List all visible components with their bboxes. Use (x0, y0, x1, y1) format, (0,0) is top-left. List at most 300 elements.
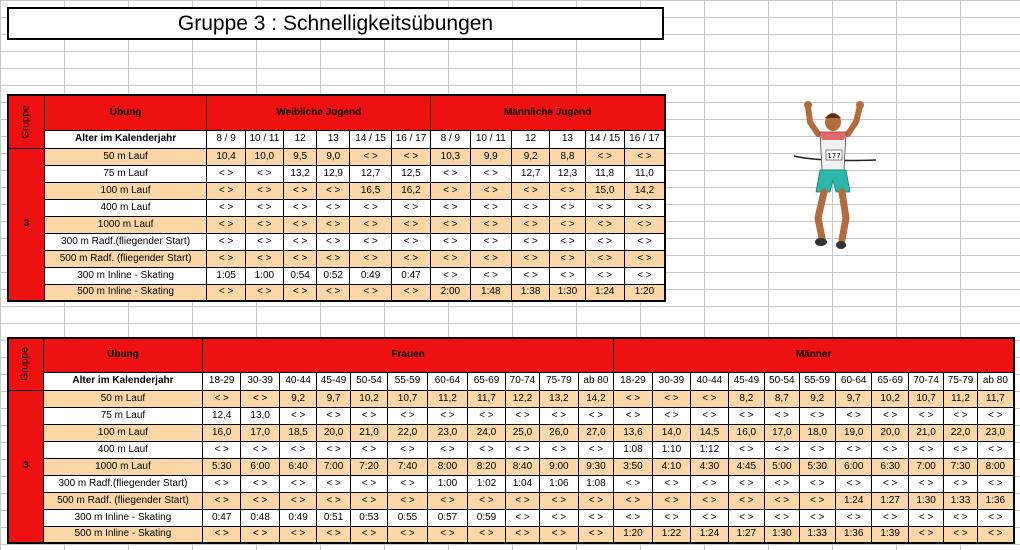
value-cell: < > (872, 509, 908, 526)
age-column-header: 55-59 (799, 372, 835, 390)
age-column-header: 30-39 (652, 372, 690, 390)
table-row (8, 233, 665, 250)
value-cell: 24,0 (468, 424, 505, 441)
age-column-header: 65-69 (872, 372, 908, 390)
table-row (8, 424, 1014, 441)
value-cell: < > (614, 475, 652, 492)
value-cell: 7:00 (908, 458, 943, 475)
value-cell: 8:20 (468, 458, 505, 475)
value-cell: < > (652, 390, 690, 407)
value-cell: < > (317, 199, 350, 216)
value-cell: < > (550, 199, 585, 216)
value-cell: < > (388, 441, 428, 458)
value-cell: < > (431, 199, 470, 216)
value-cell: 12,4 (202, 407, 240, 424)
value-cell: < > (872, 441, 908, 458)
table-row (8, 148, 665, 165)
value-cell: 0:52 (317, 267, 350, 284)
value-cell: 1:08 (578, 475, 614, 492)
value-cell: 12,2 (505, 390, 539, 407)
value-cell: < > (350, 492, 387, 509)
value-cell: < > (202, 390, 240, 407)
value-cell: < > (512, 199, 550, 216)
value-cell: < > (427, 441, 468, 458)
gruppe-header: Gruppe (8, 95, 44, 148)
value-cell: < > (550, 267, 585, 284)
value-cell: < > (944, 441, 977, 458)
age-column-header: 50-54 (350, 372, 387, 390)
value-cell: 11,7 (468, 390, 505, 407)
value-cell: < > (944, 526, 977, 543)
value-cell: < > (728, 441, 764, 458)
table-row (8, 526, 1014, 543)
value-cell: < > (691, 509, 728, 526)
value-cell: 1:27 (872, 492, 908, 509)
value-cell: < > (765, 441, 799, 458)
exercise-name: 1000 m Lauf (44, 216, 207, 233)
value-cell: < > (470, 233, 511, 250)
value-cell: 0:59 (468, 509, 505, 526)
value-cell: 11,0 (624, 165, 665, 182)
value-cell: 0:53 (350, 509, 387, 526)
value-cell: < > (317, 233, 350, 250)
value-cell: < > (431, 233, 470, 250)
value-cell: 16,5 (350, 182, 391, 199)
value-cell: < > (540, 492, 578, 509)
value-cell: < > (391, 148, 430, 165)
exercise-name: 50 m Lauf (44, 148, 207, 165)
value-cell: < > (241, 441, 279, 458)
age-column-header: 70-74 (908, 372, 943, 390)
value-cell: < > (908, 475, 943, 492)
value-cell: 7:00 (317, 458, 350, 475)
value-cell: < > (765, 475, 799, 492)
value-cell: 13,2 (284, 165, 317, 182)
value-cell: < > (652, 407, 690, 424)
value-cell: < > (908, 441, 943, 458)
value-cell: < > (317, 441, 350, 458)
value-cell: < > (431, 216, 470, 233)
value-cell: < > (624, 267, 665, 284)
value-cell: < > (350, 233, 391, 250)
value-cell: 4:10 (652, 458, 690, 475)
age-column-header: 12 (512, 130, 550, 148)
value-cell: 1:36 (977, 492, 1014, 509)
value-cell: 12,3 (550, 165, 585, 182)
value-cell: 10,3 (431, 148, 470, 165)
age-column-header: ab 80 (578, 372, 614, 390)
value-cell: 1:12 (691, 441, 728, 458)
value-cell: 4:30 (691, 458, 728, 475)
value-cell: < > (202, 526, 240, 543)
adult-speed-table (7, 337, 1015, 544)
value-cell: 10,2 (350, 390, 387, 407)
value-cell: 14,5 (691, 424, 728, 441)
value-cell: 18,0 (799, 424, 835, 441)
value-cell: 6:00 (241, 458, 279, 475)
value-cell: < > (470, 267, 511, 284)
value-cell: 22,0 (944, 424, 977, 441)
value-cell: 17,0 (765, 424, 799, 441)
exercise-name: 500 m Inline - Skating (43, 526, 202, 543)
value-cell: 9,2 (799, 390, 835, 407)
exercise-name: 500 m Radf. (fliegender Start) (44, 250, 207, 267)
value-cell: 1:24 (835, 492, 871, 509)
value-cell: 1:20 (624, 284, 665, 301)
value-cell: < > (614, 407, 652, 424)
value-cell: 7:40 (388, 458, 428, 475)
exercise-name: 400 m Lauf (43, 441, 202, 458)
value-cell: < > (624, 148, 665, 165)
value-cell: 10,7 (388, 390, 428, 407)
table-row (8, 250, 665, 267)
value-cell: < > (279, 475, 316, 492)
value-cell: 1:00 (245, 267, 283, 284)
value-cell: < > (279, 441, 316, 458)
value-cell: 25,0 (505, 424, 539, 441)
value-cell: 1:48 (470, 284, 511, 301)
value-cell: < > (391, 284, 430, 301)
value-cell: 19,0 (835, 424, 871, 441)
age-column-header: 65-69 (468, 372, 505, 390)
value-cell: < > (284, 182, 317, 199)
value-cell: < > (835, 509, 871, 526)
value-cell: < > (245, 199, 283, 216)
value-cell: < > (207, 199, 245, 216)
value-cell: 13,0 (241, 407, 279, 424)
exercise-name: 400 m Lauf (44, 199, 207, 216)
value-cell: 9,0 (317, 148, 350, 165)
table-row (8, 199, 665, 216)
value-cell: < > (245, 182, 283, 199)
age-column-header: 30-39 (241, 372, 279, 390)
table-row (8, 458, 1014, 475)
value-cell: 26,0 (540, 424, 578, 441)
value-cell: < > (908, 407, 943, 424)
age-column-header: 45-49 (728, 372, 764, 390)
age-column-header: ab 80 (977, 372, 1014, 390)
value-cell: 9,7 (317, 390, 350, 407)
value-cell: < > (550, 216, 585, 233)
age-column-header: 40-44 (279, 372, 316, 390)
value-cell: 0:54 (284, 267, 317, 284)
age-column-header: 18-29 (202, 372, 240, 390)
age-label: Alter im Kalenderjahr (44, 130, 207, 148)
value-cell: < > (207, 250, 245, 267)
value-cell: < > (350, 148, 391, 165)
value-cell: 1:00 (427, 475, 468, 492)
value-cell: 1:33 (944, 492, 977, 509)
value-cell: < > (585, 250, 624, 267)
value-cell: < > (624, 199, 665, 216)
value-cell: 13,6 (614, 424, 652, 441)
value-cell: < > (284, 250, 317, 267)
value-cell: < > (908, 526, 943, 543)
table-row (8, 182, 665, 199)
value-cell: < > (728, 509, 764, 526)
value-cell: < > (317, 475, 350, 492)
value-cell: < > (977, 407, 1014, 424)
value-cell: 21,0 (908, 424, 943, 441)
gruppe-header: Gruppe (8, 338, 43, 390)
value-cell: < > (391, 216, 430, 233)
age-column-header: 14 / 15 (585, 130, 624, 148)
value-cell: 1:10 (652, 441, 690, 458)
value-cell: < > (468, 526, 505, 543)
value-cell: < > (468, 407, 505, 424)
value-cell: < > (207, 284, 245, 301)
value-cell: < > (550, 250, 585, 267)
age-label: Alter im Kalenderjahr (43, 372, 202, 390)
value-cell: 8:40 (505, 458, 539, 475)
value-cell: 8,2 (728, 390, 764, 407)
value-cell: 12,7 (350, 165, 391, 182)
value-cell: < > (624, 216, 665, 233)
value-cell: < > (578, 441, 614, 458)
value-cell: < > (505, 441, 539, 458)
maenner-header: Männer (614, 338, 1014, 372)
age-column-header: 13 (317, 130, 350, 148)
value-cell: 1:39 (872, 526, 908, 543)
value-cell: < > (691, 492, 728, 509)
value-cell: 2:00 (431, 284, 470, 301)
uebung-header: Übung (43, 338, 202, 372)
value-cell: 1:30 (908, 492, 943, 509)
value-cell: < > (470, 199, 511, 216)
value-cell: < > (512, 233, 550, 250)
maennliche-jugend-header: Männliche Jugend (431, 95, 665, 130)
value-cell: < > (872, 475, 908, 492)
value-cell: < > (977, 526, 1014, 543)
value-cell: < > (284, 216, 317, 233)
value-cell: < > (202, 492, 240, 509)
value-cell: 8,8 (550, 148, 585, 165)
value-cell: 1:06 (540, 475, 578, 492)
value-cell: < > (799, 509, 835, 526)
age-column-header: 70-74 (505, 372, 539, 390)
table-row (8, 475, 1014, 492)
value-cell: 1:05 (207, 267, 245, 284)
value-cell: < > (207, 233, 245, 250)
value-cell: < > (388, 492, 428, 509)
table-row (8, 390, 1014, 407)
value-cell: < > (765, 492, 799, 509)
value-cell: < > (350, 407, 387, 424)
value-cell: 9,2 (279, 390, 316, 407)
value-cell: < > (245, 284, 283, 301)
exercise-name: 75 m Lauf (43, 407, 202, 424)
value-cell: < > (691, 407, 728, 424)
value-cell: < > (391, 233, 430, 250)
value-cell: 21,0 (350, 424, 387, 441)
table-row (8, 407, 1014, 424)
age-column-header: 14 / 15 (350, 130, 391, 148)
exercise-name: 75 m Lauf (44, 165, 207, 182)
value-cell: 12,9 (317, 165, 350, 182)
table-row (8, 267, 665, 284)
value-cell: < > (512, 267, 550, 284)
value-cell: < > (578, 526, 614, 543)
value-cell: 0:47 (391, 267, 430, 284)
exercise-name: 300 m Radf.(fliegender Start) (43, 475, 202, 492)
value-cell: < > (241, 475, 279, 492)
group-number: 3 (8, 390, 43, 543)
uebung-header: Übung (44, 95, 207, 130)
value-cell: < > (388, 526, 428, 543)
value-cell: < > (350, 284, 391, 301)
value-cell: < > (505, 526, 539, 543)
table-row (8, 216, 665, 233)
value-cell: 9:00 (540, 458, 578, 475)
value-cell: 10,4 (207, 148, 245, 165)
value-cell: < > (578, 407, 614, 424)
value-cell: < > (388, 407, 428, 424)
value-cell: 15,0 (585, 182, 624, 199)
value-cell: 1:20 (614, 526, 652, 543)
value-cell: < > (317, 182, 350, 199)
value-cell: < > (652, 509, 690, 526)
value-cell: < > (202, 475, 240, 492)
value-cell: < > (470, 182, 511, 199)
age-column-header: 60-64 (835, 372, 871, 390)
value-cell: 0:51 (317, 509, 350, 526)
value-cell: 5:30 (202, 458, 240, 475)
value-cell: < > (652, 475, 690, 492)
exercise-name: 100 m Lauf (44, 182, 207, 199)
value-cell: < > (431, 250, 470, 267)
value-cell: < > (512, 182, 550, 199)
age-column-header: 13 (550, 130, 585, 148)
value-cell: < > (207, 182, 245, 199)
value-cell: 0:55 (388, 509, 428, 526)
exercise-name: 300 m Radf.(fliegender Start) (44, 233, 207, 250)
value-cell: < > (284, 233, 317, 250)
value-cell: < > (245, 250, 283, 267)
value-cell: < > (279, 526, 316, 543)
value-cell: 9:30 (578, 458, 614, 475)
table-row (8, 492, 1014, 509)
value-cell: 22,0 (388, 424, 428, 441)
value-cell: 20,0 (317, 424, 350, 441)
value-cell: < > (614, 492, 652, 509)
value-cell: 6:30 (872, 458, 908, 475)
age-column-header: 18-29 (614, 372, 652, 390)
value-cell: 5:30 (799, 458, 835, 475)
exercise-name: 500 m Inline - Skating (44, 284, 207, 301)
age-column-header: 8 / 9 (431, 130, 470, 148)
value-cell: < > (872, 407, 908, 424)
value-cell: < > (245, 233, 283, 250)
value-cell: 9,9 (470, 148, 511, 165)
value-cell: 1:24 (691, 526, 728, 543)
age-column-header: 10 / 11 (470, 130, 511, 148)
exercise-name: 300 m Inline - Skating (43, 509, 202, 526)
value-cell: 9,5 (284, 148, 317, 165)
value-cell: 1:27 (728, 526, 764, 543)
value-cell: < > (391, 250, 430, 267)
value-cell: < > (505, 407, 539, 424)
value-cell: < > (799, 407, 835, 424)
value-cell: < > (624, 233, 665, 250)
value-cell: < > (350, 199, 391, 216)
value-cell: 0:47 (202, 509, 240, 526)
value-cell: < > (585, 199, 624, 216)
value-cell: < > (728, 475, 764, 492)
page-title: Gruppe 3 : Schnelligkeitsübungen (7, 7, 664, 40)
value-cell: < > (468, 492, 505, 509)
value-cell: < > (245, 165, 283, 182)
value-cell: 0:48 (241, 509, 279, 526)
value-cell: < > (279, 407, 316, 424)
value-cell: < > (691, 475, 728, 492)
value-cell: < > (944, 407, 977, 424)
value-cell: < > (835, 407, 871, 424)
value-cell: < > (728, 407, 764, 424)
value-cell: < > (431, 267, 470, 284)
value-cell: < > (585, 233, 624, 250)
value-cell: < > (512, 216, 550, 233)
value-cell: < > (652, 492, 690, 509)
value-cell: 16,0 (202, 424, 240, 441)
value-cell: < > (241, 526, 279, 543)
value-cell: < > (468, 441, 505, 458)
exercise-name: 50 m Lauf (43, 390, 202, 407)
value-cell: 11,7 (977, 390, 1014, 407)
value-cell: < > (505, 492, 539, 509)
value-cell: < > (317, 250, 350, 267)
value-cell: < > (388, 475, 428, 492)
value-cell: 18,5 (279, 424, 316, 441)
table-row (8, 165, 665, 182)
value-cell: < > (207, 165, 245, 182)
age-column-header: 50-54 (765, 372, 799, 390)
value-cell: 6:40 (279, 458, 316, 475)
value-cell: 23,0 (977, 424, 1014, 441)
exercise-name: 500 m Radf. (fliegender Start) (43, 492, 202, 509)
value-cell: < > (550, 182, 585, 199)
value-cell: 20,0 (872, 424, 908, 441)
value-cell: 8,7 (765, 390, 799, 407)
value-cell: 12,5 (391, 165, 430, 182)
value-cell: < > (391, 199, 430, 216)
value-cell: < > (350, 526, 387, 543)
runner-image (790, 100, 880, 255)
value-cell: < > (317, 492, 350, 509)
value-cell: < > (470, 216, 511, 233)
value-cell: < > (944, 509, 977, 526)
value-cell: 11,2 (427, 390, 468, 407)
value-cell: < > (835, 441, 871, 458)
value-cell: 11,2 (944, 390, 977, 407)
value-cell: < > (207, 216, 245, 233)
age-column-header: 12 (284, 130, 317, 148)
value-cell: 11,8 (585, 165, 624, 182)
value-cell: < > (317, 284, 350, 301)
value-cell: < > (835, 475, 871, 492)
group-number: 3 (8, 148, 44, 301)
value-cell: 4:45 (728, 458, 764, 475)
age-column-header: 45-49 (317, 372, 350, 390)
value-cell: < > (908, 509, 943, 526)
value-cell: 9,2 (512, 148, 550, 165)
value-cell: 8:00 (977, 458, 1014, 475)
value-cell: < > (540, 407, 578, 424)
youth-speed-table (7, 94, 666, 302)
value-cell: < > (540, 441, 578, 458)
value-cell: < > (350, 216, 391, 233)
age-column-header: 55-59 (388, 372, 428, 390)
value-cell: 14,2 (578, 390, 614, 407)
